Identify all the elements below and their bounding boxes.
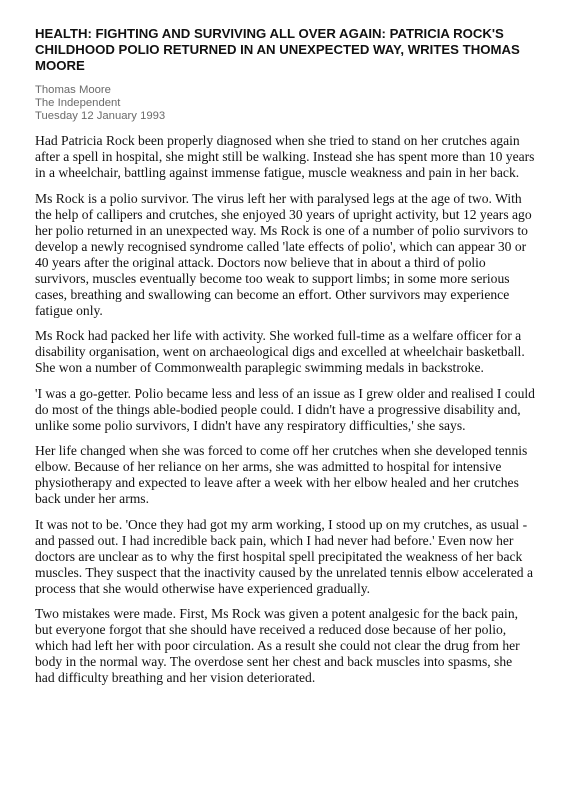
article-paragraph: Two mistakes were made. First, Ms Rock was given a potent analgesic for the back pain, but everyone forgot that she should have received a reduced dose because of her polio, which had left her with poor circulation. As a result she could not clear the drug from her body in the normal way. The overdose sent her chest and back muscles into spasms, she had difficulty breathing and her vision deteriorated. — [35, 606, 520, 685]
article-date: Tuesday 12 January 1993 — [35, 110, 166, 122]
article-paragraph: It was not to be. 'Once they had got my arm working, I stood up on my crutches, as usual - and passed out. I had incredible back pain, which I had never had before.' Even now her doctors are unclear as to why the first hospital spell precipitated the weakness of her back muscles. They suspect that the inactivity caused by the unrelated tennis elbow accelerated a process that she would otherwise have experienced gradually. — [35, 516, 534, 596]
article-byline — [35, 84, 535, 123]
article-headline: HEALTH: FIGHTING AND SURVIVING ALL OVER AGAIN: PATRICIA ROCK'S CHILDHOOD POLIO RETURNED IN AN UNEXPECTED WAY, WRITES THOMAS MOORE — [35, 26, 520, 73]
article-author: Thomas Moore — [35, 84, 111, 96]
article-page — [35, 26, 535, 696]
article-paragraph: Had Patricia Rock been properly diagnosed when she tried to stand on her crutches again after a spell in hospital, she might still be walking. Instead she has spent more than 10 years in a wheelchair, battling against immense fatigue, muscle weakness and pain in her back. — [35, 133, 535, 180]
article-paragraph: 'I was a go-getter. Polio became less and less of an issue as I grew older and realised I could do most of the things able-bodied people could. I didn't have a progressive disability and, unlike some polio survivors, I didn't have any respiratory difficulties,' she says. — [35, 385, 535, 433]
article-body — [35, 133, 535, 686]
article-paragraph: Ms Rock is a polio survivor. The virus left her with paralysed legs at the age of two. With the help of callipers and crutches, she enjoyed 30 years of upright activity, but 12 years ago her polio returned in an unexpected way. Ms Rock is one of a number of polio survivors to develop a newly recognised syndrome called 'late effects of polio', which can appear 30 or 40 years after the original attack. Doctors now believe that in about a third of polio survivors, muscles eventually become too weak to support limbs; in some more serious cases, breathing and swallowing can become an effort. Other survivors may experience fatigue only. — [35, 190, 532, 318]
article-paragraph: Ms Rock had packed her life with activity. She worked full-time as a welfare officer for a disability organisation, went on archaeological digs and excelled at wheelchair basketball. She won a number of Commonwealth paraplegic swimming medals in backstroke. — [35, 328, 525, 375]
article-publication: The Independent — [35, 97, 121, 109]
article-paragraph: Her life changed when she was forced to come off her crutches when she developed tennis elbow. Because of her reliance on her arms, she was admitted to hospital for intensive physiotherapy and expected to leave after a week with her elbow healed and her crutches back under her arms. — [35, 443, 528, 506]
